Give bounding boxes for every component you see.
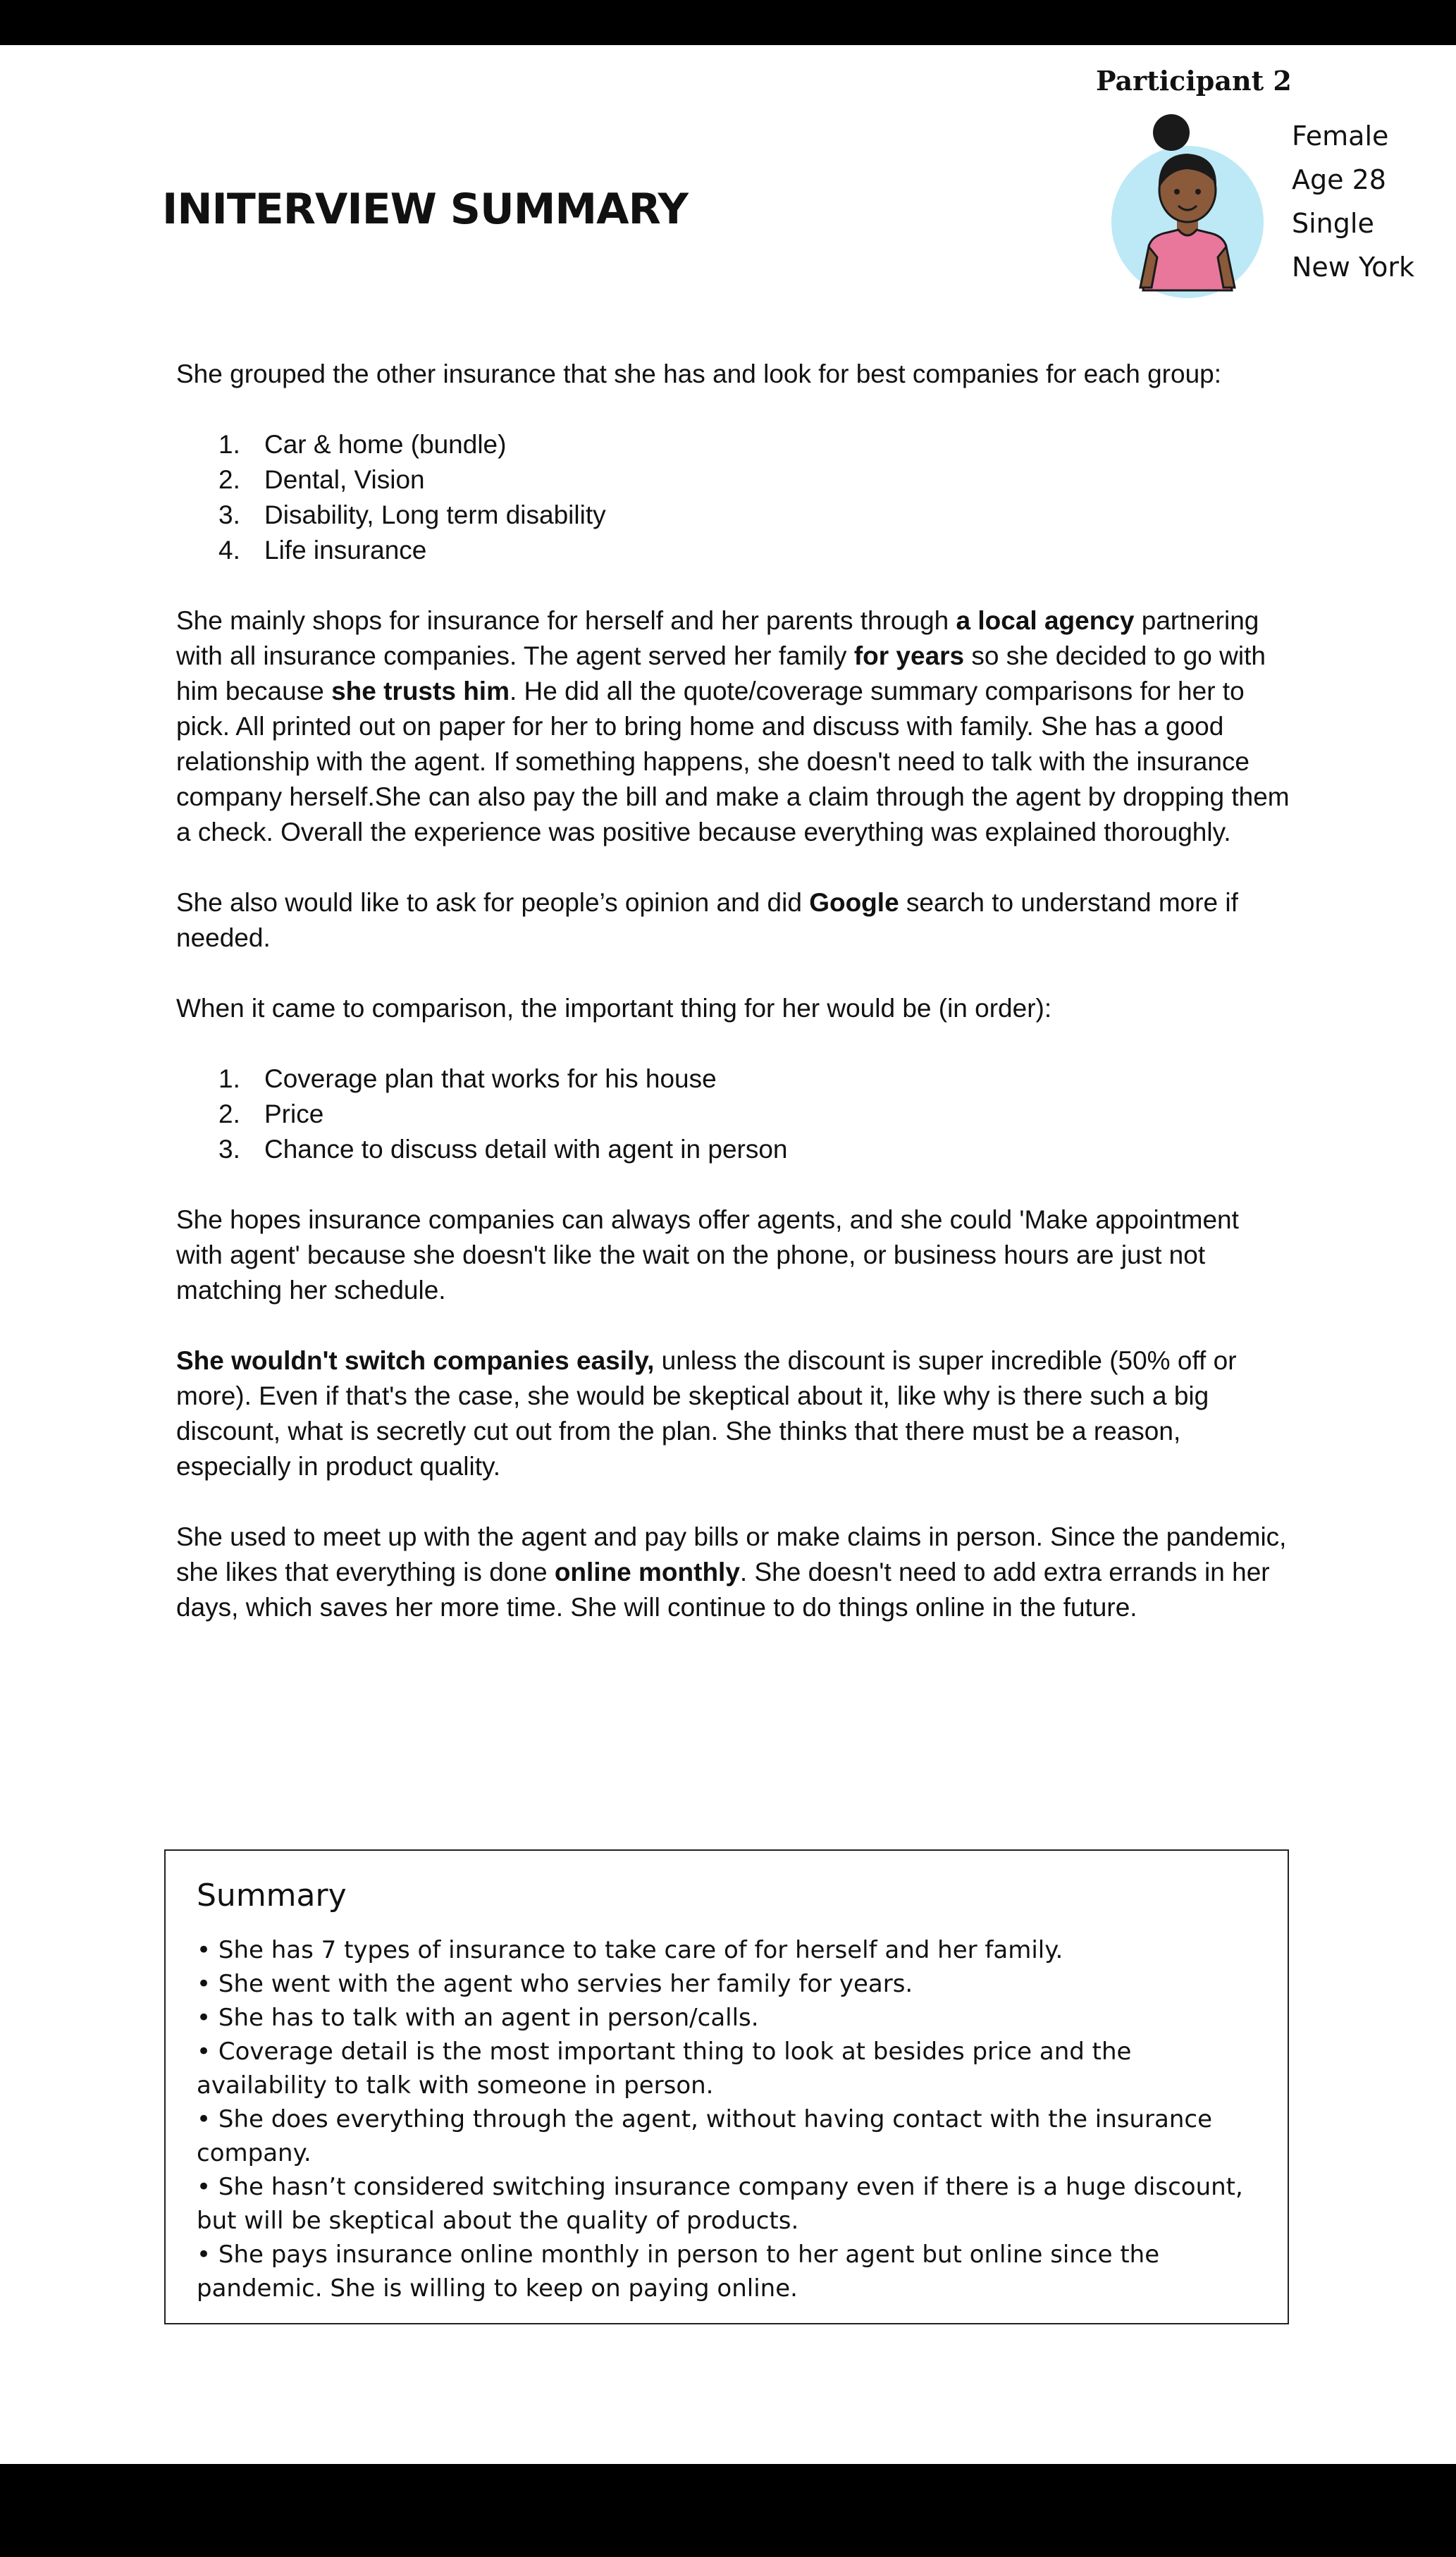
list-item: 3. Chance to discuss detail with agent in person: [218, 1135, 788, 1164]
opinion-paragraph: She also would like to ask for people’s opinion and did Google search to understand more if needed.: [176, 888, 1238, 952]
summary-item: • She hasn’t considered switching insurance company even if there is a huge discount, but will be skeptical about the quality of products.: [197, 2173, 1243, 2235]
summary-list: [197, 1933, 1269, 2305]
intro-paragraph: She grouped the other insurance that she has and look for best companies for each group:: [176, 359, 1222, 388]
profile-gender: Female: [1292, 121, 1389, 152]
list-item: 2. Price: [218, 1099, 324, 1128]
page-title: INITERVIEW SUMMARY: [162, 185, 688, 234]
summary-box: [164, 1849, 1289, 2324]
participant-avatar: [1108, 106, 1270, 303]
summary-item: • Coverage detail is the most important thing to look at besides price and the availability to talk with someone in person.: [197, 2038, 1132, 2100]
summary-item: • She does everything through the agent, without having contact with the insurance company.: [197, 2105, 1213, 2167]
agency-paragraph: She mainly shops for insurance for herself and her parents through a local agency partnering with all insurance companies. The agent served her family for years so she decided to go with him because she trusts him. He did all the quote/coverage summary comparisons for her to pick. All printed out on paper for her to bring home and discuss with family. She has a good relationship with the agent. If something happens, she doesn't need to talk with the insurance company herself.She can also pay the bill and make a claim through the agent by dropping them a check. Overall the experience was positive because everything was explained thoroughly.: [176, 606, 1290, 846]
top-bar: [0, 0, 1456, 45]
summary-item: • She has 7 types of insurance to take care of for herself and her family.: [197, 1936, 1063, 1964]
profile-location: New York: [1292, 252, 1415, 283]
participant-profile: [1292, 114, 1414, 289]
interview-body: [176, 357, 1290, 1660]
avatar-eye-left: [1174, 189, 1180, 195]
summary-item: • She has to talk with an agent in person/calls.: [197, 2004, 759, 2032]
avatar-eye-right: [1195, 189, 1201, 195]
list-item: 3. Disability, Long term disability: [218, 500, 606, 529]
summary-item: • She pays insurance online monthly in person to her agent but online since the pandemic. She is willing to keep on paying online.: [197, 2241, 1160, 2303]
summary-item: • She went with the agent who servies her family for years.: [197, 1970, 913, 1998]
list-item: 1. Car & home (bundle): [218, 430, 507, 459]
list-item: 2. Dental, Vision: [218, 465, 425, 494]
list-item: 1. Coverage plan that works for his house: [218, 1064, 717, 1093]
bottom-bar: [0, 2464, 1456, 2557]
comparison-paragraph: When it came to comparison, the important thing for her would be (in order):: [176, 994, 1052, 1023]
priorities-list: [176, 1061, 1290, 1167]
pandemic-paragraph: She used to meet up with the agent and pay bills or make claims in person. Since the pandemic, she likes that everything is done online monthly. She doesn't need to add extra errands in her days, which saves her more time. She will continue to do things online in the future.: [176, 1522, 1287, 1622]
insurance-groups-list: [176, 427, 1290, 568]
avatar-hair-bun: [1153, 114, 1190, 151]
profile-age: Age 28: [1292, 164, 1386, 195]
switching-paragraph: She wouldn't switch companies easily, unless the discount is super incredible (50% off or more). Even if that's the case, she would be skeptical about it, like why is there such a big discount, what is secretly cut out from the plan. She thinks that there must be a reason, especially in product quality.: [176, 1346, 1237, 1481]
list-item: 4. Life insurance: [218, 536, 427, 565]
profile-status: Single: [1292, 208, 1374, 239]
participant-label: Participant 2: [1096, 65, 1292, 97]
appointment-paragraph: She hopes insurance companies can always offer agents, and she could 'Make appointment with agent' because she doesn't like the wait on the phone, or business hours are just not matching her schedule.: [176, 1205, 1239, 1305]
summary-heading: Summary: [197, 1878, 347, 1914]
